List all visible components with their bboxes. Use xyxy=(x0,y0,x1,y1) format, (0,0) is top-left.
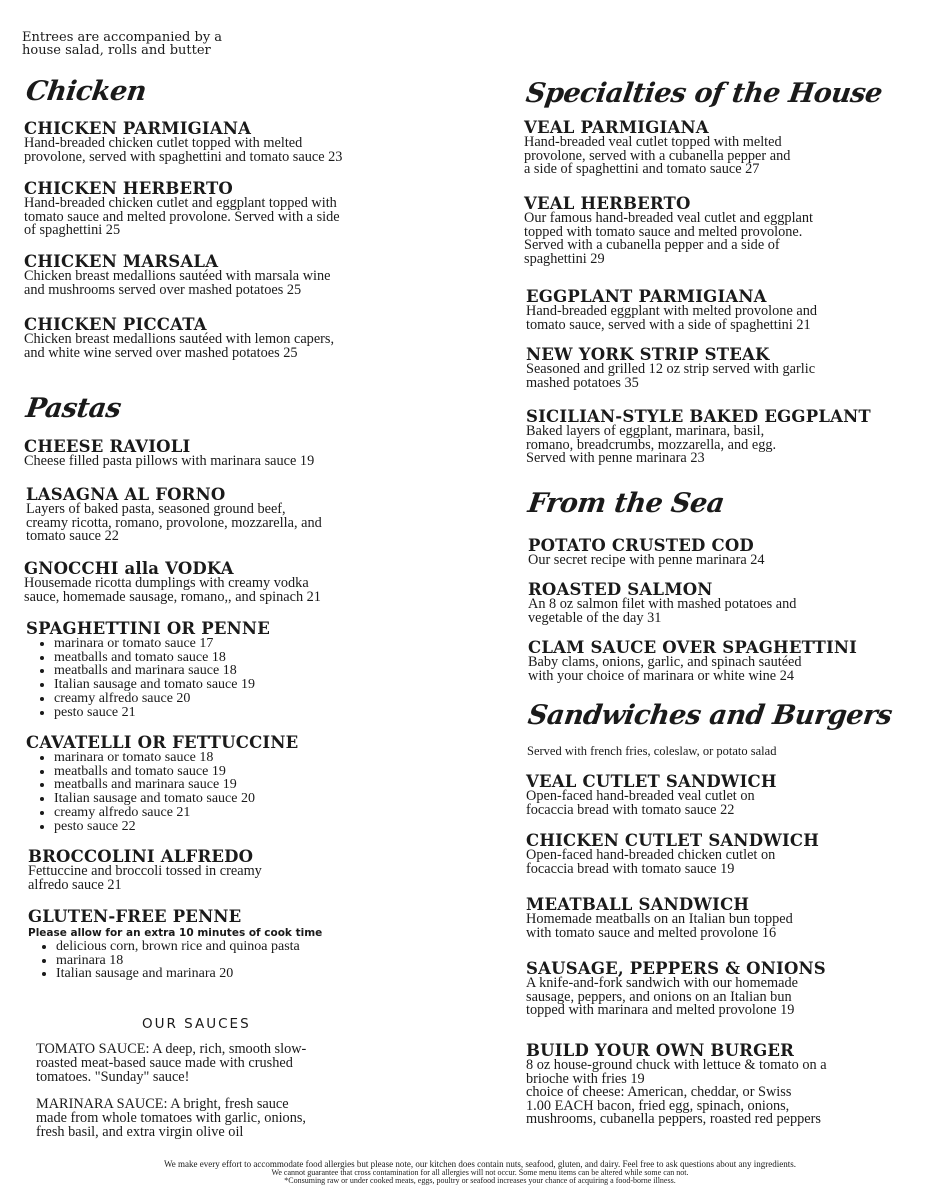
item-name: CAVATELLI OR FETTUCCINE xyxy=(26,733,299,752)
menu-item-eggplant-parmigiana xyxy=(526,288,916,332)
footer-line: We cannot guarantee that cross contamination for all allergies will not occur. Some menu items can be altered while some can not. xyxy=(271,1168,689,1177)
item-name: CHICKEN PARMIGIANA xyxy=(24,119,252,138)
list-item: • delicious corn, brown rice and quinoa pasta xyxy=(56,940,448,954)
item-name: POTATO CRUSTED COD xyxy=(528,536,754,555)
sandwiches-note: Served with french fries, coleslaw, or potato salad xyxy=(527,744,777,758)
list-item: • marinara or tomato sauce 17 xyxy=(54,637,446,651)
item-name: SPAGHETTINI OR PENNE xyxy=(26,619,270,638)
menu-item-chicken-marsala xyxy=(24,253,444,297)
item-desc: Baby clams, onions, garlic, and spinach sautéed with your choice of marinara or white wine 24 xyxy=(528,654,802,684)
menu-item-chicken-parmigiana xyxy=(24,120,444,164)
item-name: GLUTEN-FREE PENNE xyxy=(28,907,242,926)
menu-item-sicilian-baked-eggplant xyxy=(526,408,916,466)
list-item: • Italian sausage and tomato sauce 20 xyxy=(54,792,446,806)
item-name: CHICKEN CUTLET SANDWICH xyxy=(526,831,819,850)
list-item: • meatballs and tomato sauce 19 xyxy=(54,765,446,779)
item-desc: Fettuccine and broccoli tossed in creamy alfredo sauce 21 xyxy=(28,863,262,893)
intro-text xyxy=(22,31,222,57)
item-desc: Hand-breaded chicken cutlet topped with melted provolone, served with spaghettini and tomato sauce 23 xyxy=(24,135,343,165)
menu-item-gluten-free-penne xyxy=(28,908,448,981)
item-name: LASAGNA AL FORNO xyxy=(26,485,226,504)
section-title-pastas: Pastas xyxy=(24,393,123,424)
item-name: VEAL HERBERTO xyxy=(524,194,691,213)
list-item: • creamy alfredo sauce 21 xyxy=(54,806,446,820)
item-desc: Open-faced hand-breaded veal cutlet on focaccia bread with tomato sauce 22 xyxy=(526,788,755,818)
allergy-disclaimer xyxy=(60,1160,900,1185)
list-item: • creamy alfredo sauce 20 xyxy=(54,692,446,706)
menu-item-veal-herberto xyxy=(524,195,914,266)
options-list xyxy=(26,751,446,833)
item-name: CHICKEN PICCATA xyxy=(24,315,207,334)
footer-line: We make every effort to accommodate food allergies but please note, our kitchen does contain nuts, seafood, gluten, and dairy. Feel free to ask questions about any ingredients. xyxy=(164,1159,796,1169)
menu-item-roasted-salmon xyxy=(528,581,918,625)
list-item: • meatballs and tomato sauce 18 xyxy=(54,651,446,665)
item-desc: 8 oz house-ground chuck with lettuce & tomato on a brioche with fries 19 choice of cheese: American, cheddar, or Swiss 1.00 EACH bacon, fried egg, spinach, onions, mushrooms, cubanella peppers, roasted red peppers xyxy=(526,1057,827,1128)
sauce-description-marinara: MARINARA SAUCE: A bright, fresh sauce made from whole tomatoes with garlic, onions, fresh basil, and extra virgin olive oil xyxy=(36,1096,306,1140)
item-name: SAUSAGE, PEPPERS & ONIONS xyxy=(526,959,826,978)
menu-item-lasagna-al-forno xyxy=(26,486,446,544)
section-title-chicken: Chicken xyxy=(24,76,149,107)
item-name: CLAM SAUCE OVER SPAGHETTINI xyxy=(528,638,858,657)
item-desc: Open-faced hand-breaded chicken cutlet on focaccia bread with tomato sauce 19 xyxy=(526,847,776,877)
options-list xyxy=(26,637,446,719)
menu-item-gnocchi-alla-vodka xyxy=(24,560,444,604)
menu-item-veal-cutlet-sandwich xyxy=(526,773,916,817)
item-name: CHICKEN MARSALA xyxy=(24,252,219,271)
list-item: • marinara 18 xyxy=(56,954,448,968)
list-item: • meatballs and marinara sauce 19 xyxy=(54,778,446,792)
item-name: ROASTED SALMON xyxy=(528,580,713,599)
item-desc: Chicken breast medallions sautéed with marsala wine and mushrooms served over mashed potatoes 25 xyxy=(24,268,331,298)
intro-line: Entrees are accompanied by a xyxy=(22,30,223,45)
sauces-title: OUR SAUCES xyxy=(142,1016,251,1032)
list-item: • Italian sausage and marinara 20 xyxy=(56,967,448,981)
item-desc: An 8 oz salmon filet with mashed potatoes and vegetable of the day 31 xyxy=(528,596,797,626)
section-title-sandwiches: Sandwiches and Burgers xyxy=(526,700,894,731)
item-name: GNOCCHI alla VODKA xyxy=(24,559,234,578)
section-title-from-the-sea: From the Sea xyxy=(526,488,727,519)
footer-line: *Consuming raw or under cooked meats, eggs, poultry or seafood increases your chance of acquiring a food-borne illness. xyxy=(284,1176,676,1185)
menu-item-cavatelli-or-fettuccine xyxy=(26,734,446,833)
menu-item-chicken-cutlet-sandwich xyxy=(526,832,916,876)
item-desc: Hand-breaded veal cutlet topped with melted provolone, served with a cubanella pepper and a side of spaghettini and tomato sauce 27 xyxy=(524,134,791,178)
item-name: VEAL PARMIGIANA xyxy=(524,118,709,137)
list-item: • Italian sausage and tomato sauce 19 xyxy=(54,678,446,692)
options-list xyxy=(28,940,448,981)
intro-line: house salad, rolls and butter xyxy=(22,43,211,58)
item-desc: Cheese filled pasta pillows with marinara sauce 19 xyxy=(24,453,315,469)
item-name: EGGPLANT PARMIGIANA xyxy=(526,287,767,306)
menu-item-meatball-sandwich xyxy=(526,896,916,940)
item-name: CHICKEN HERBERTO xyxy=(24,179,233,198)
item-desc: Layers of baked pasta, seasoned ground beef, creamy ricotta, romano, provolone, mozzarella, and tomato sauce 22 xyxy=(26,501,322,545)
item-name: CHEESE RAVIOLI xyxy=(24,437,191,456)
menu-item-new-york-strip-steak xyxy=(526,346,916,390)
menu-item-sausage-peppers-onions xyxy=(526,960,916,1018)
item-desc: Hand-breaded chicken cutlet and eggplant topped with tomato sauce and melted provolone. Served with a side of spaghettini 25 xyxy=(24,195,340,239)
item-name: MEATBALL SANDWICH xyxy=(526,895,750,914)
section-title-specialties: Specialties of the House xyxy=(524,78,885,109)
menu-item-veal-parmigiana xyxy=(524,119,914,177)
menu-item-chicken-herberto xyxy=(24,180,444,238)
menu-item-clam-sauce xyxy=(528,639,918,683)
item-name: BUILD YOUR OWN BURGER xyxy=(526,1041,795,1060)
item-note: Please allow for an extra 10 minutes of cook time xyxy=(28,927,323,939)
item-name: BROCCOLINI ALFREDO xyxy=(28,847,254,866)
menu-item-spaghettini-or-penne xyxy=(26,620,446,719)
list-item: • pesto sauce 22 xyxy=(54,820,446,834)
item-name: SICILIAN-STYLE BAKED EGGPLANT xyxy=(526,407,871,426)
item-desc: Baked layers of eggplant, marinara, basil, romano, breadcrumbs, mozzarella, and egg. Served with penne marinara 23 xyxy=(526,423,777,467)
item-desc: Chicken breast medallions sautéed with lemon capers, and white wine served over mashed potatoes 25 xyxy=(24,331,335,361)
item-desc: A knife-and-fork sandwich with our homemade sausage, peppers, and onions on an Italian bun topped with marinara and melted provolone 19 xyxy=(526,975,798,1019)
item-desc: Our secret recipe with penne marinara 24 xyxy=(528,552,765,568)
menu-item-broccolini-alfredo xyxy=(28,848,448,892)
list-item: • meatballs and marinara sauce 18 xyxy=(54,664,446,678)
item-desc: Hand-breaded eggplant with melted provolone and tomato sauce, served with a side of spaghettini 21 xyxy=(526,303,818,333)
item-desc: Our famous hand-breaded veal cutlet and eggplant topped with tomato sauce and melted provolone. Served with a cubanella pepper and a side of spaghettini 29 xyxy=(524,210,814,267)
menu-item-build-your-own-burger xyxy=(526,1042,921,1127)
list-item: • marinara or tomato sauce 18 xyxy=(54,751,446,765)
list-item: • pesto sauce 21 xyxy=(54,706,446,720)
item-desc: Homemade meatballs on an Italian bun topped with tomato sauce and melted provolone 16 xyxy=(526,911,793,941)
item-name: VEAL CUTLET SANDWICH xyxy=(526,772,777,791)
item-desc: Housemade ricotta dumplings with creamy vodka sauce, homemade sausage, romano,, and spinach 21 xyxy=(24,575,321,605)
menu-item-potato-crusted-cod xyxy=(528,537,918,568)
sauce-description-tomato: TOMATO SAUCE: A deep, rich, smooth slow- roasted meat-based sauce made with crushed tomatoes. "Sunday" sauce! xyxy=(36,1041,307,1085)
menu-item-chicken-piccata xyxy=(24,316,444,360)
item-desc: Seasoned and grilled 12 oz strip served with garlic mashed potatoes 35 xyxy=(526,361,816,391)
menu-item-cheese-ravioli xyxy=(24,438,444,469)
item-name: NEW YORK STRIP STEAK xyxy=(526,345,770,364)
